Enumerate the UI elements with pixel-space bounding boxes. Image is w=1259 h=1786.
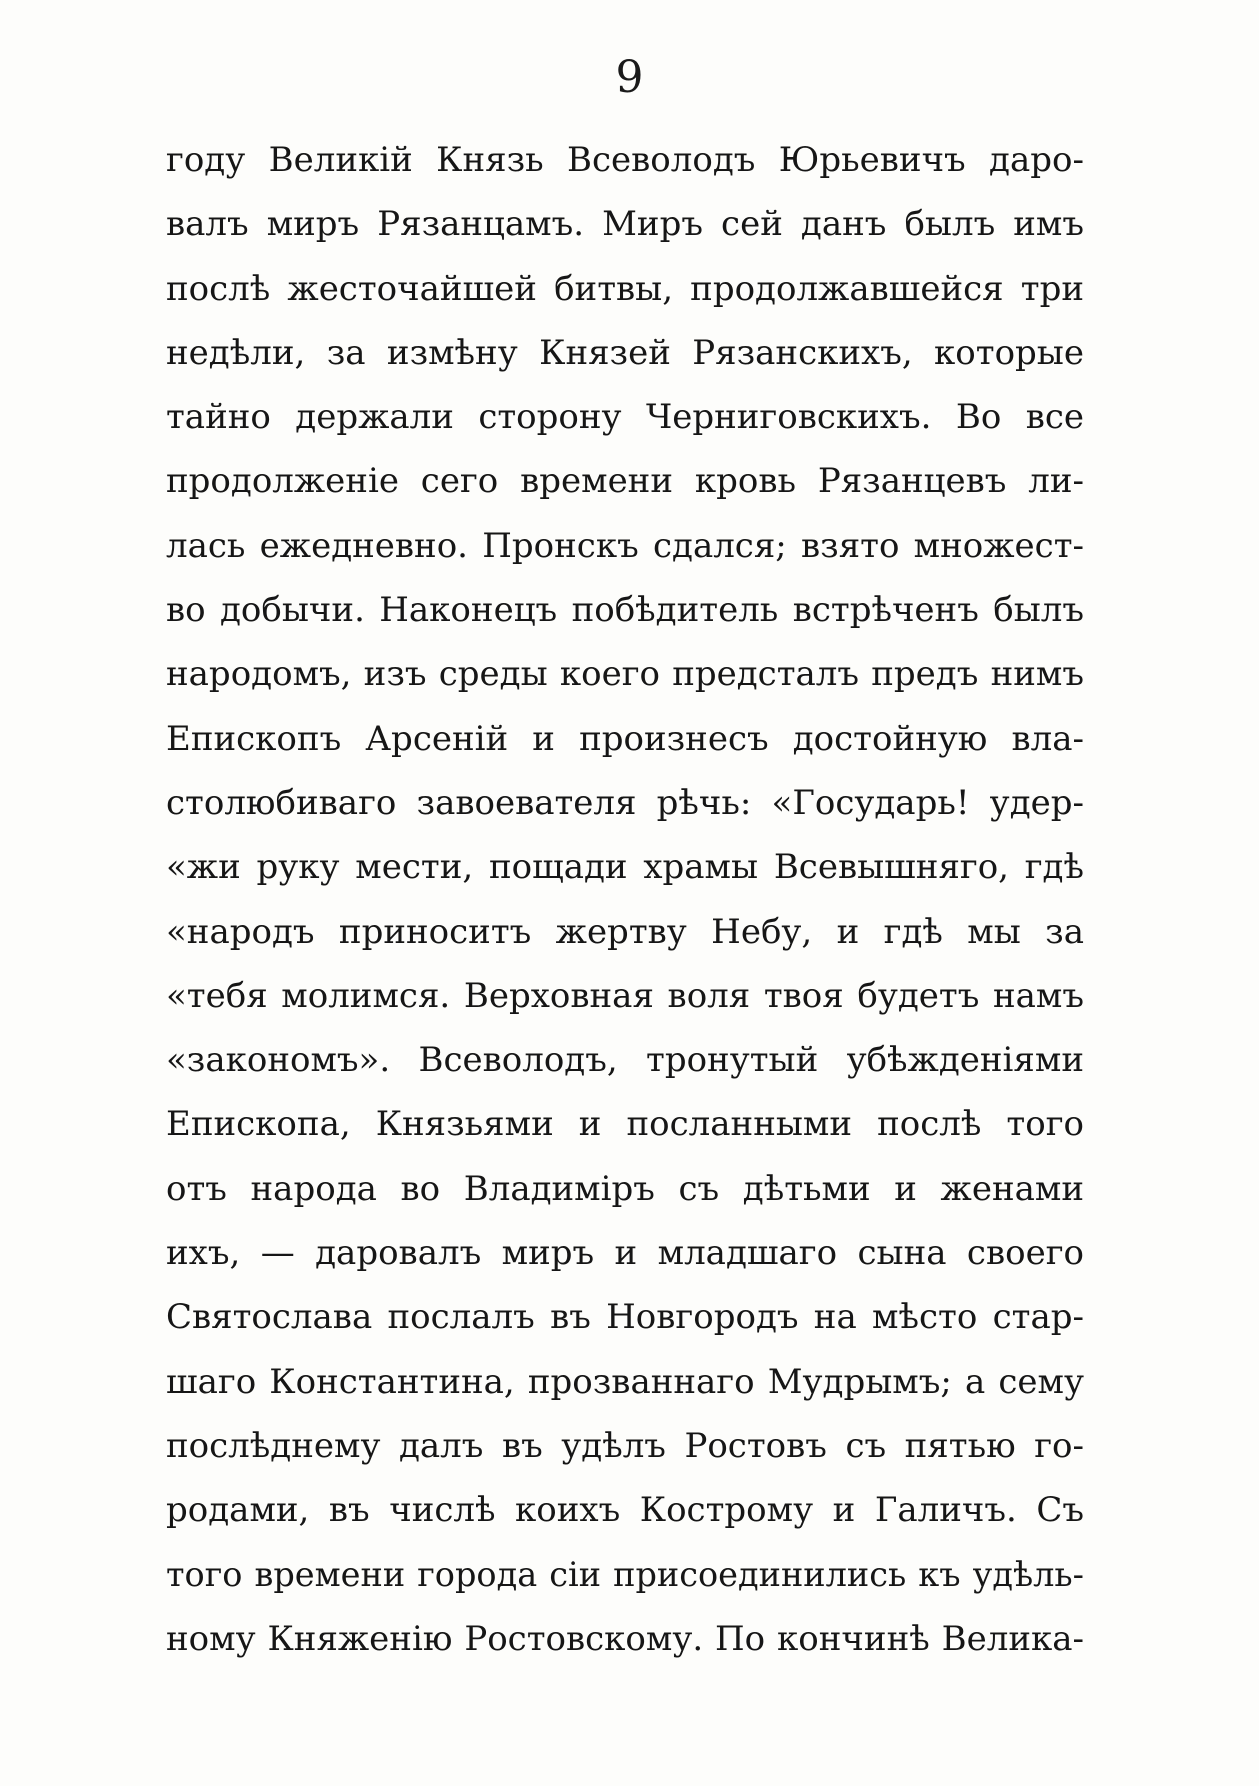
text-line: во добычи. Наконецъ побѣдитель встрѣченъ былъ	[166, 590, 1084, 631]
text-line: послѣ жесточайшей битвы, продолжавшейся три	[166, 268, 1084, 309]
text-line: продолженіе сего времени кровь Рязанцевъ ли-	[166, 461, 1084, 502]
text-line: шаго Константина, прозваннаго Мудрымъ; а сему	[166, 1361, 1084, 1402]
text-line: «тебя молимся. Верховная воля твоя будетъ намъ	[166, 975, 1084, 1016]
page-number: 9	[615, 52, 644, 103]
text-line: Епископа, Князьями и посланными послѣ того	[166, 1104, 1084, 1145]
text-line: того времени города сіи присоединились къ удѣль-	[166, 1554, 1084, 1594]
text-line: «закономъ». Всеволодъ, тронутый убѣжденіями	[166, 1040, 1084, 1081]
text-line: ихъ, — даровалъ миръ и младшаго сына своего	[166, 1233, 1084, 1274]
text-line: «жи руку мести, пощади храмы Всевышняго, гдѣ	[166, 847, 1084, 888]
text-line: лась ежедневно. Пронскъ сдался; взято множест-	[166, 525, 1084, 566]
text-line: недѣли, за измѣну Князей Рязанскихъ, которые	[166, 332, 1084, 373]
text-line: послѣднему далъ въ удѣлъ Ростовъ съ пятью го-	[166, 1425, 1084, 1466]
text-line: столюбиваго завоевателя рѣчь: «Государь! удер-	[166, 782, 1084, 823]
text-line: Епископъ Арсеній и произнесъ достойную вла-	[166, 718, 1084, 759]
text-line: валъ миръ Рязанцамъ. Миръ сей данъ былъ имъ	[166, 204, 1084, 245]
body-text	[166, 128, 1084, 1671]
text-line: году Великій Князь Всеволодъ Юрьевичъ даро-	[166, 140, 1084, 180]
text-line: тайно держали сторону Черниговскихъ. Во все	[166, 397, 1084, 438]
text-line: ному Княженію Ростовскому. По кончинѣ Велика-	[166, 1618, 1084, 1659]
text-line: «народъ приноситъ жертву Небу, и гдѣ мы за	[166, 911, 1084, 952]
text-line: Святослава послалъ въ Новгородъ на мѣсто стар-	[166, 1297, 1084, 1338]
text-line: родами, въ числѣ коихъ Кострому и Галичъ. Съ	[166, 1490, 1084, 1531]
text-line: отъ народа во Владиміръ съ дѣтьми и женами	[166, 1168, 1084, 1209]
text-line: народомъ, изъ среды коего предсталъ предъ нимъ	[166, 654, 1084, 695]
